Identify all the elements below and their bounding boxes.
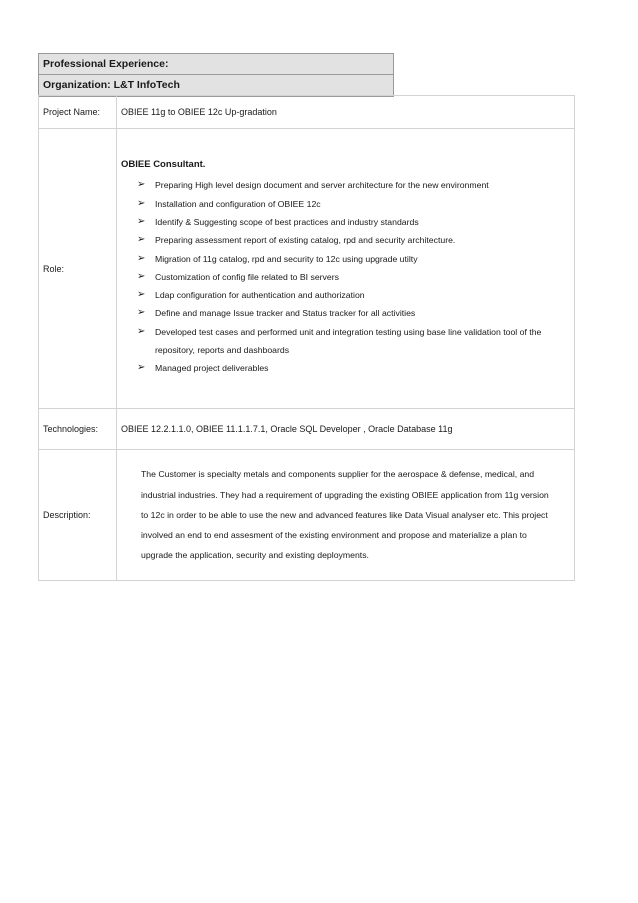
table-row	[39, 409, 575, 450]
role-label: Role:	[39, 129, 117, 409]
list-item	[137, 286, 574, 304]
table-row	[39, 129, 575, 409]
list-item	[137, 176, 574, 194]
list-item-text: Customization of config file related to BI servers	[155, 271, 339, 282]
table-row	[39, 450, 575, 581]
section-title: Professional Experience:	[39, 54, 393, 75]
arrow-bullet-icon: ➢	[137, 197, 146, 209]
project-name-value: OBIEE 11g to OBIEE 12c Up-gradation	[117, 96, 575, 129]
list-item	[137, 268, 574, 286]
description-cell	[117, 450, 575, 581]
arrow-bullet-icon: ➢	[137, 325, 146, 337]
description-label: Description:	[39, 450, 117, 581]
list-item	[137, 231, 574, 249]
list-item-text: Developed test cases and performed unit and integration testing using base line validation tool of the repository, reports and dashboards	[155, 326, 542, 356]
list-item-text: Identify & Suggesting scope of best practices and industry standards	[155, 216, 419, 227]
arrow-bullet-icon: ➢	[137, 362, 146, 374]
list-item-text: Define and manage Issue tracker and Status tracker for all activities	[155, 308, 416, 319]
experience-header	[38, 53, 394, 97]
role-responsibilities-list	[117, 176, 574, 377]
arrow-bullet-icon: ➢	[137, 179, 146, 191]
list-item	[137, 323, 567, 360]
list-item	[137, 250, 574, 268]
list-item-text: Preparing High level design document and server architecture for the new environment	[155, 180, 489, 191]
role-title: OBIEE Consultant.	[121, 159, 206, 171]
list-item-text: Managed project deliverables	[155, 363, 269, 374]
list-item	[137, 304, 574, 322]
table-row	[39, 96, 575, 129]
list-item-text: Migration of 11g catalog, rpd and security to 12c using upgrade utilty	[155, 253, 418, 264]
list-item-text: Installation and configuration of OBIEE 12c	[155, 198, 321, 209]
arrow-bullet-icon: ➢	[137, 270, 146, 282]
list-item	[137, 213, 574, 231]
arrow-bullet-icon: ➢	[137, 215, 146, 227]
arrow-bullet-icon: ➢	[137, 252, 146, 264]
description-text: The Customer is specialty metals and components supplier for the aerospace & defense, medical, and industrial industries. They had a requirement of upgrading the existing OBIEE application from 11g version to 12c in order to be able to use the new and advanced features like Data Visual analyser etc. This project involved an end to end assesment of the existing environment and propose and materialize a plan to upgrade the application, security and existing deployments.	[141, 469, 549, 561]
project-name-label: Project Name:	[39, 96, 117, 129]
technologies-value: OBIEE 12.2.1.1.0, OBIEE 11.1.1.7.1, Oracle SQL Developer , Oracle Database 11g	[117, 409, 575, 450]
arrow-bullet-icon: ➢	[137, 307, 146, 319]
organization-title: Organization: L&T InfoTech	[39, 75, 393, 97]
technologies-label: Technologies:	[39, 409, 117, 450]
arrow-bullet-icon: ➢	[137, 289, 146, 301]
list-item	[137, 195, 574, 213]
list-item	[137, 359, 574, 377]
role-cell	[117, 129, 575, 409]
project-details-table	[38, 95, 575, 581]
list-item-text: Ldap configuration for authentication and authorization	[155, 290, 365, 301]
arrow-bullet-icon: ➢	[137, 234, 146, 246]
list-item-text: Preparing assessment report of existing catalog, rpd and security architecture.	[155, 235, 456, 246]
